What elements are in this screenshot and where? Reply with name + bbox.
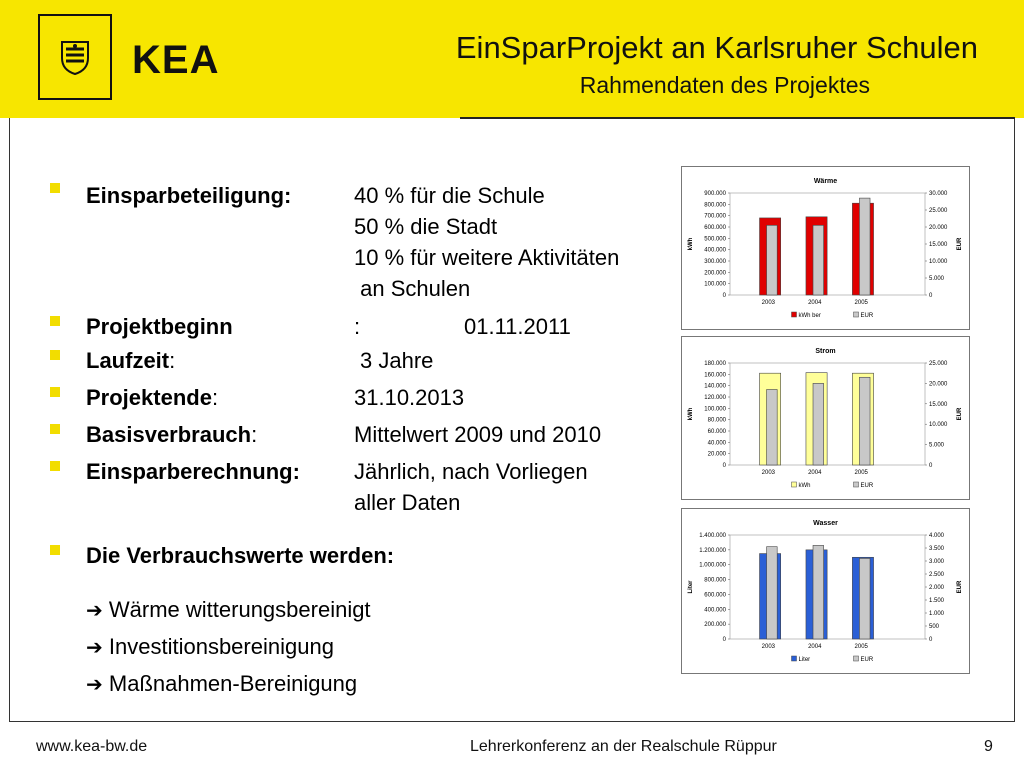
laufzeit-value: 3 Jahre bbox=[360, 348, 434, 373]
crest-icon bbox=[60, 40, 90, 76]
arrow-item-text: Investitionsbereinigung bbox=[108, 634, 334, 659]
y-tick-label: 1.400.000 bbox=[699, 533, 726, 539]
legend-label: EUR bbox=[860, 483, 874, 489]
y2-axis-label: EUR bbox=[957, 407, 963, 421]
y2-tick-label: 5.000 bbox=[929, 276, 945, 282]
footer-title: Lehrerkonferenz an der Realschule Rüppur bbox=[470, 738, 777, 755]
basisverbrauch-value: Mittelwert 2009 und 2010 bbox=[354, 422, 602, 447]
chart-title: Strom bbox=[815, 348, 836, 355]
chart-waerme-svg bbox=[682, 167, 969, 329]
y-tick-label: 60.000 bbox=[707, 429, 726, 435]
chart-wasser-svg bbox=[682, 509, 969, 673]
x-tick-label: 2005 bbox=[854, 470, 868, 476]
y-tick-label: 180.000 bbox=[704, 361, 726, 367]
y-tick-label: 800.000 bbox=[704, 202, 726, 209]
laufzeit-colon: : bbox=[169, 348, 176, 373]
projektende-colon: : bbox=[211, 385, 219, 410]
slide-subtitle: Rahmendaten des Projektes bbox=[579, 72, 870, 98]
legend-label: Liter bbox=[798, 657, 811, 663]
y-axis-label: kWh bbox=[688, 237, 694, 251]
projektende-row bbox=[86, 385, 218, 411]
basisverbrauch-row bbox=[86, 422, 257, 448]
y2-tick-label: 30.000 bbox=[929, 191, 948, 197]
y2-tick-label: 20.000 bbox=[929, 381, 948, 388]
bar-eur bbox=[859, 377, 870, 465]
y-tick-label: 400.000 bbox=[704, 607, 726, 614]
x-tick-label: 2005 bbox=[854, 644, 868, 650]
chart-title: Wärme bbox=[813, 178, 838, 185]
y-axis-label: kWh bbox=[688, 407, 694, 421]
arrow-right-icon: ➔ bbox=[86, 600, 103, 622]
projektbeginn-value: 01.11.2011 bbox=[464, 314, 571, 339]
legend-swatch bbox=[792, 482, 797, 487]
x-tick-label: 2003 bbox=[761, 300, 776, 306]
y-axis-label: Liter bbox=[688, 580, 694, 594]
y-tick-label: 100.000 bbox=[704, 406, 726, 413]
y-tick-label: 500.000 bbox=[704, 236, 726, 243]
projektende-value: 31.10.2013 bbox=[354, 385, 465, 410]
y2-tick-label: 0 bbox=[929, 637, 933, 643]
bar-eur bbox=[859, 198, 870, 295]
verbrauchswerte-label: Die Verbrauchswerte werden: bbox=[86, 543, 395, 568]
y-tick-label: 1.000.000 bbox=[699, 562, 726, 569]
y-tick-label: 200.000 bbox=[704, 622, 726, 629]
y-tick-label: 0 bbox=[722, 637, 726, 643]
bullet-marker bbox=[50, 183, 60, 193]
einspar-line-3: 10 % für weitere Aktivitäten bbox=[354, 245, 620, 270]
y-tick-label: 200.000 bbox=[704, 270, 726, 277]
y2-axis-label: EUR bbox=[957, 237, 963, 251]
y-tick-label: 600.000 bbox=[704, 225, 726, 231]
y-tick-label: 160.000 bbox=[704, 372, 726, 379]
legend-swatch bbox=[792, 656, 797, 661]
laufzeit-label: Laufzeit bbox=[86, 348, 170, 373]
bar-eur bbox=[813, 545, 824, 639]
einspar-line-4: an Schulen bbox=[354, 276, 471, 301]
x-tick-label: 2005 bbox=[854, 300, 868, 306]
y2-tick-label: 1.500 bbox=[929, 598, 945, 604]
y-tick-label: 140.000 bbox=[704, 383, 726, 390]
bullet-marker bbox=[50, 316, 60, 326]
basisverbrauch-label: Basisverbrauch bbox=[86, 422, 252, 447]
arrow-item-text: Maßnahmen-Bereinigung bbox=[108, 671, 358, 696]
bar-eur bbox=[813, 383, 824, 465]
x-tick-label: 2004 bbox=[808, 300, 822, 306]
chart-strom-svg bbox=[682, 337, 969, 499]
basisverbrauch-colon: : bbox=[251, 422, 258, 447]
einsparberechnung-line-2: aller Daten bbox=[354, 490, 461, 515]
bar-eur bbox=[767, 225, 778, 295]
bullet-marker bbox=[50, 387, 60, 397]
footer-url: www.kea-bw.de bbox=[36, 738, 148, 755]
y-tick-label: 400.000 bbox=[704, 247, 726, 254]
legend-swatch bbox=[854, 312, 859, 317]
y2-tick-label: 500 bbox=[929, 624, 940, 630]
projektende-label: Projektende bbox=[86, 385, 212, 410]
legend-label: kWh ber bbox=[798, 313, 821, 319]
kea-logo-text: KEA bbox=[132, 38, 220, 82]
bullet-marker bbox=[50, 545, 60, 555]
y2-tick-label: 15.000 bbox=[929, 401, 948, 408]
arrow-right-icon: ➔ bbox=[86, 637, 103, 659]
page-number: 9 bbox=[984, 738, 993, 755]
x-tick-label: 2004 bbox=[808, 644, 822, 650]
bullet-marker bbox=[50, 424, 60, 434]
projektbeginn-separator: : bbox=[354, 314, 361, 339]
y-tick-label: 120.000 bbox=[704, 395, 726, 401]
y-tick-label: 600.000 bbox=[704, 592, 726, 599]
y2-tick-label: 15.000 bbox=[929, 242, 948, 248]
x-tick-label: 2003 bbox=[761, 470, 776, 476]
y-tick-label: 900.000 bbox=[704, 191, 726, 197]
y2-tick-label: 4.000 bbox=[929, 533, 945, 539]
y2-tick-label: 25.000 bbox=[929, 208, 948, 214]
einsparberechnung-line-1: Jährlich, nach Vorliegen bbox=[354, 459, 588, 484]
legend-label: kWh bbox=[798, 483, 811, 489]
arrow-item-text: Wärme witterungsbereinigt bbox=[108, 597, 371, 622]
arrow-right-icon: ➔ bbox=[86, 674, 103, 696]
y-tick-label: 0 bbox=[722, 293, 726, 299]
y2-tick-label: 10.000 bbox=[929, 422, 948, 429]
einspar-label: Einsparbeteiligung: bbox=[86, 183, 292, 208]
y2-tick-label: 0 bbox=[929, 293, 933, 299]
y-tick-label: 0 bbox=[722, 463, 726, 469]
arrow-item bbox=[86, 671, 357, 697]
bar-eur bbox=[767, 547, 778, 639]
legend-swatch bbox=[792, 312, 797, 317]
y-tick-label: 800.000 bbox=[704, 577, 726, 584]
y-tick-label: 20.000 bbox=[707, 451, 726, 458]
y-tick-label: 100.000 bbox=[704, 281, 726, 288]
y2-tick-label: 3.000 bbox=[929, 559, 945, 565]
bar-eur bbox=[859, 558, 870, 639]
y2-tick-label: 5.000 bbox=[929, 442, 945, 449]
legend-swatch bbox=[854, 482, 859, 487]
slide-title: EinSparProjekt an Karlsruher Schulen bbox=[455, 30, 978, 65]
y-tick-label: 1.200.000 bbox=[699, 547, 726, 554]
y-tick-label: 80.000 bbox=[707, 417, 726, 424]
y2-tick-label: 2.500 bbox=[929, 572, 945, 578]
y-tick-label: 700.000 bbox=[704, 213, 726, 220]
legend-label: EUR bbox=[860, 313, 874, 319]
bar-eur bbox=[813, 225, 824, 295]
y2-tick-label: 1.000 bbox=[929, 611, 945, 617]
y2-tick-label: 2.000 bbox=[929, 585, 945, 591]
x-tick-label: 2003 bbox=[761, 644, 776, 650]
y2-axis-label: EUR bbox=[957, 580, 963, 594]
legend-label: EUR bbox=[860, 657, 874, 663]
legend-swatch bbox=[854, 656, 859, 661]
y2-tick-label: 0 bbox=[929, 463, 933, 469]
einsparberechnung-label: Einsparberechnung: bbox=[86, 459, 300, 484]
einspar-line-1: 40 % für die Schule bbox=[354, 183, 545, 208]
x-tick-label: 2004 bbox=[808, 470, 822, 476]
chart-waerme bbox=[681, 166, 970, 330]
arrow-item bbox=[86, 634, 334, 660]
bar-eur bbox=[767, 390, 778, 465]
y2-tick-label: 10.000 bbox=[929, 259, 948, 265]
bullet-marker bbox=[50, 350, 60, 360]
y-tick-label: 300.000 bbox=[704, 259, 726, 265]
chart-strom bbox=[681, 336, 970, 500]
chart-title: Wasser bbox=[813, 520, 838, 527]
header-divider bbox=[460, 117, 1015, 119]
y2-tick-label: 25.000 bbox=[929, 361, 948, 367]
y-tick-label: 40.000 bbox=[707, 440, 726, 447]
bullet-marker bbox=[50, 461, 60, 471]
chart-wasser bbox=[681, 508, 970, 674]
y2-tick-label: 3.500 bbox=[929, 546, 945, 552]
coat-of-arms-logo bbox=[38, 14, 112, 100]
arrow-item bbox=[86, 597, 371, 623]
laufzeit-row bbox=[86, 348, 175, 374]
projektbeginn-label: Projektbeginn bbox=[86, 314, 233, 339]
y2-tick-label: 20.000 bbox=[929, 225, 948, 231]
einspar-line-2: 50 % die Stadt bbox=[354, 214, 498, 239]
